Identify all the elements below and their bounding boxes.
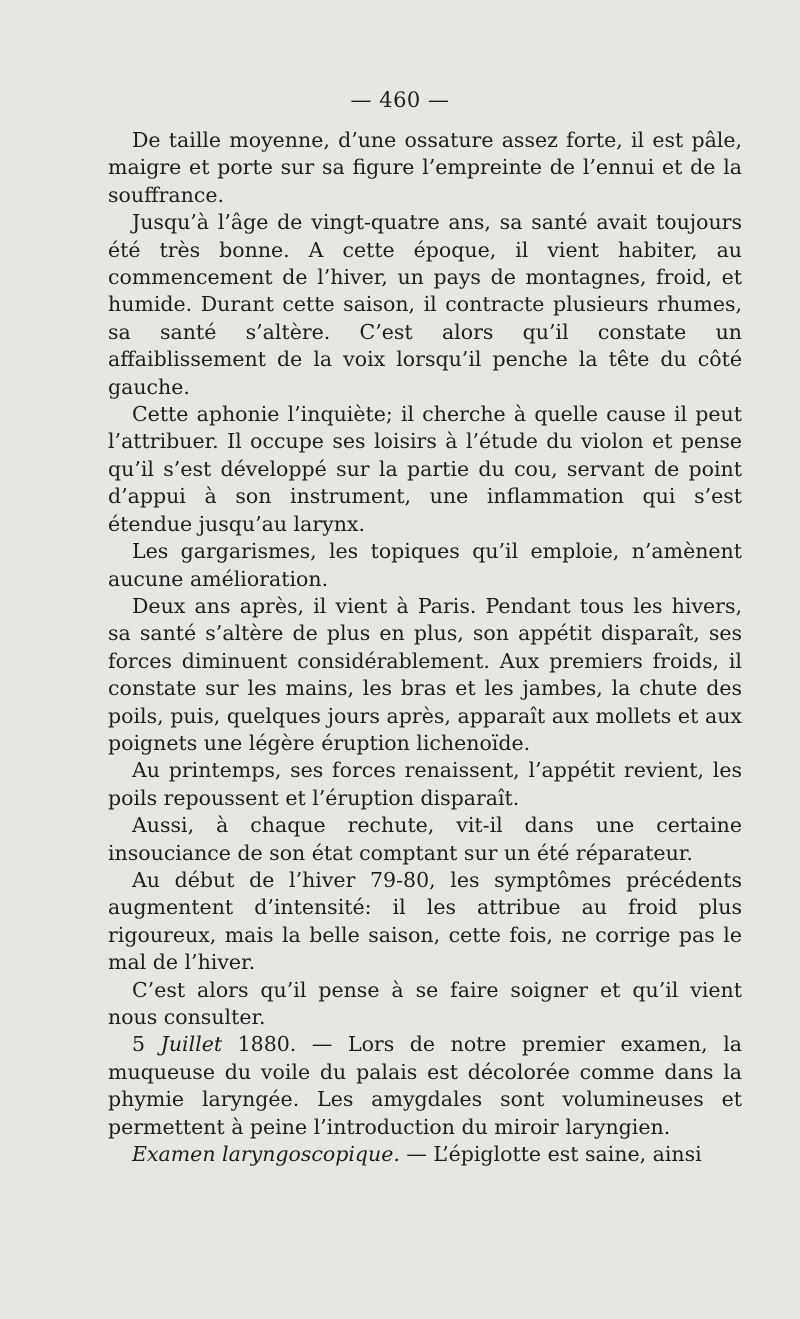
dated-note-text: Lors de notre premier examen, la muqueuse du voile du palais est décolorée comme dans la phymie laryngée. Les amygdales sont volumineuses et permettent à peine l’introduction du miroir laryngien.: [108, 1032, 742, 1139]
paragraph-4: Les gargarismes, les topiques qu’il emploie, n’amènent aucune amélioration.: [108, 539, 742, 591]
date-prefix: 5: [132, 1032, 161, 1057]
paragraph-3: Cette aphonie l’inquiète; il cherche à quelle cause il peut l’attribuer. Il occupe ses loisirs à l’étude du violon et pense qu’il s’est développé sur la partie du cou, servant de point d’appui à son instrument, une inflammation qui s’est étendue jusqu’au larynx.: [108, 402, 742, 536]
date-month: Juillet: [160, 1032, 223, 1057]
paragraph-5: Deux ans après, il vient à Paris. Pendant tous les hivers, sa santé s’altère de plus en plus, son appétit disparaît, ses forces diminuent considérablement. Aux premiers froids, il constate sur les mains, les bras et les jambes, la chute des poils, puis, quelques jours après, apparaît aux mollets et aux poignets une légère éruption lichenoïde.: [108, 593, 742, 755]
dated-note-paragraph: [108, 1031, 742, 1141]
exam-heading: Examen laryngoscopique.: [132, 1142, 400, 1167]
exam-text: — L’épiglotte est saine, ainsi: [399, 1142, 702, 1167]
body-text: [108, 127, 742, 1168]
paragraph-2: Jusqu’à l’âge de vingt-quatre ans, sa santé avait toujours été très bonne. A cette époque, il vient habiter, au commencement de l’hiver, un pays de montagnes, froid, et humide. Durant cette saison, il contracte plusieurs rhumes, sa santé s’altère. C’est alors qu’il constate un affaiblissement de la voix lorsqu’il penche la tête du côté gauche.: [108, 210, 742, 399]
paragraph-8: Au début de l’hiver 79-80, les symptômes précédents augmentent d’intensité: il les attribue au froid plus rigoureux, mais la belle saison, cette fois, ne corrige pas le mal de l’hiver.: [108, 867, 742, 975]
paragraph-1: De taille moyenne, d’une ossature assez forte, il est pâle, maigre et porte sur sa figure l’empreinte de l’ennui et de la souffrance.: [108, 128, 742, 207]
paragraph-9: C’est alors qu’il pense à se faire soigner et qu’il vient nous consulter.: [108, 977, 742, 1029]
page-number: — 460 —: [350, 88, 450, 112]
paragraph-6: Au printemps, ses forces renaissent, l’appétit revient, les poils repoussent et l’éruption disparaît.: [108, 758, 742, 810]
paragraph-7: Aussi, à chaque rechute, vit-il dans une certaine insouciance de son état comptant sur un été réparateur.: [108, 813, 742, 865]
exam-paragraph: [108, 1141, 742, 1168]
date-rest: 1880. —: [222, 1032, 348, 1057]
